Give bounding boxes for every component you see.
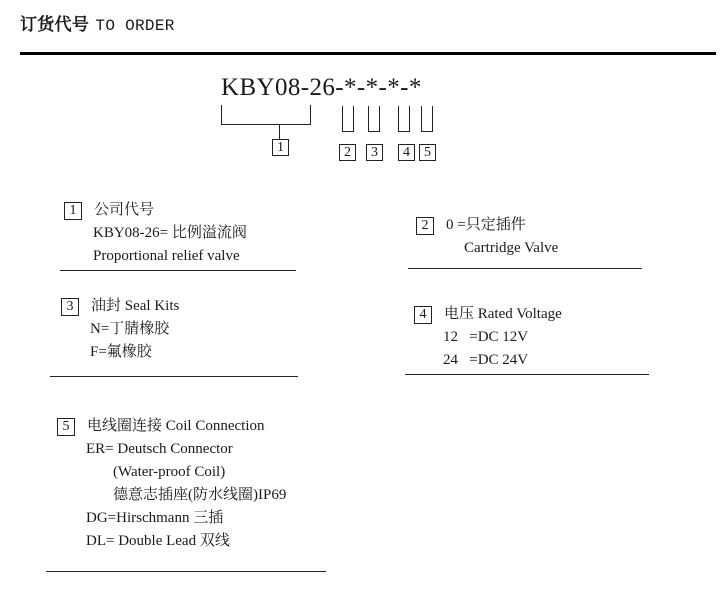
section-title-seal-kits: 油封 Seal Kits <box>91 298 180 314</box>
section-coil-connection <box>57 415 286 553</box>
seal-kits-line-1: N=丁腈橡胶 <box>90 321 170 337</box>
seal-kits-line-2: F=氟橡胶 <box>90 344 152 360</box>
page-title-en: TO ORDER <box>95 17 175 35</box>
company-code-line-2: Proportional relief valve <box>93 248 240 264</box>
code-marker-1: 1 <box>272 139 289 156</box>
code-bracket-3 <box>368 106 380 132</box>
section-rule-5 <box>46 571 326 572</box>
code-marker-4: 4 <box>398 144 415 161</box>
section-cartridge <box>416 214 558 260</box>
code-marker-3: 3 <box>366 144 383 161</box>
section-number-4: 4 <box>414 306 432 324</box>
code-bracket-1 <box>221 105 311 125</box>
coil-connection-line-1: ER= Deutsch Connector <box>86 441 233 457</box>
section-title-company-code: 公司代号 <box>94 202 155 218</box>
section-title-cartridge: 0 =只定插件 <box>446 217 526 233</box>
code-marker-5: 5 <box>419 144 436 161</box>
page-title-cn: 订货代号 <box>20 15 90 35</box>
code-marker-2: 2 <box>339 144 356 161</box>
cartridge-line-1: Cartridge Valve <box>464 240 559 256</box>
section-number-2: 2 <box>416 217 434 235</box>
code-bracket-4 <box>398 106 410 132</box>
section-rule-1 <box>60 270 296 271</box>
rated-voltage-line-1: 12 =DC 12V <box>443 329 529 345</box>
section-number-3: 3 <box>61 298 79 316</box>
section-number-1: 1 <box>64 202 82 220</box>
coil-connection-line-4: DG=Hirschmann 三插 <box>86 510 224 526</box>
section-seal-kits <box>61 295 180 364</box>
section-company-code <box>64 199 247 268</box>
coil-connection-line-3: 德意志插座(防水线圈)IP69 <box>113 487 287 503</box>
coil-connection-line-2: (Water-proof Coil) <box>113 464 226 480</box>
section-title-coil-connection: 电线圈连接 Coil Connection <box>87 418 265 434</box>
section-title-rated-voltage: 电压 Rated Voltage <box>444 306 562 322</box>
section-rated-voltage <box>414 303 562 372</box>
code-stem-1 <box>279 124 280 139</box>
coil-connection-line-5: DL= Double Lead 双线 <box>86 533 230 549</box>
code-bracket-5 <box>421 106 433 132</box>
section-rule-2 <box>408 268 642 269</box>
section-number-5: 5 <box>57 418 75 436</box>
section-rule-4 <box>405 374 649 375</box>
page-title <box>20 10 175 35</box>
company-code-line-1: KBY08-26= 比例溢流阀 <box>93 225 247 241</box>
header-divider <box>20 52 716 55</box>
code-bracket-2 <box>342 106 354 132</box>
rated-voltage-line-2: 24 =DC 24V <box>443 352 529 368</box>
model-code: KBY08-26-*-*-*-* <box>221 74 422 101</box>
section-rule-3 <box>50 376 298 377</box>
